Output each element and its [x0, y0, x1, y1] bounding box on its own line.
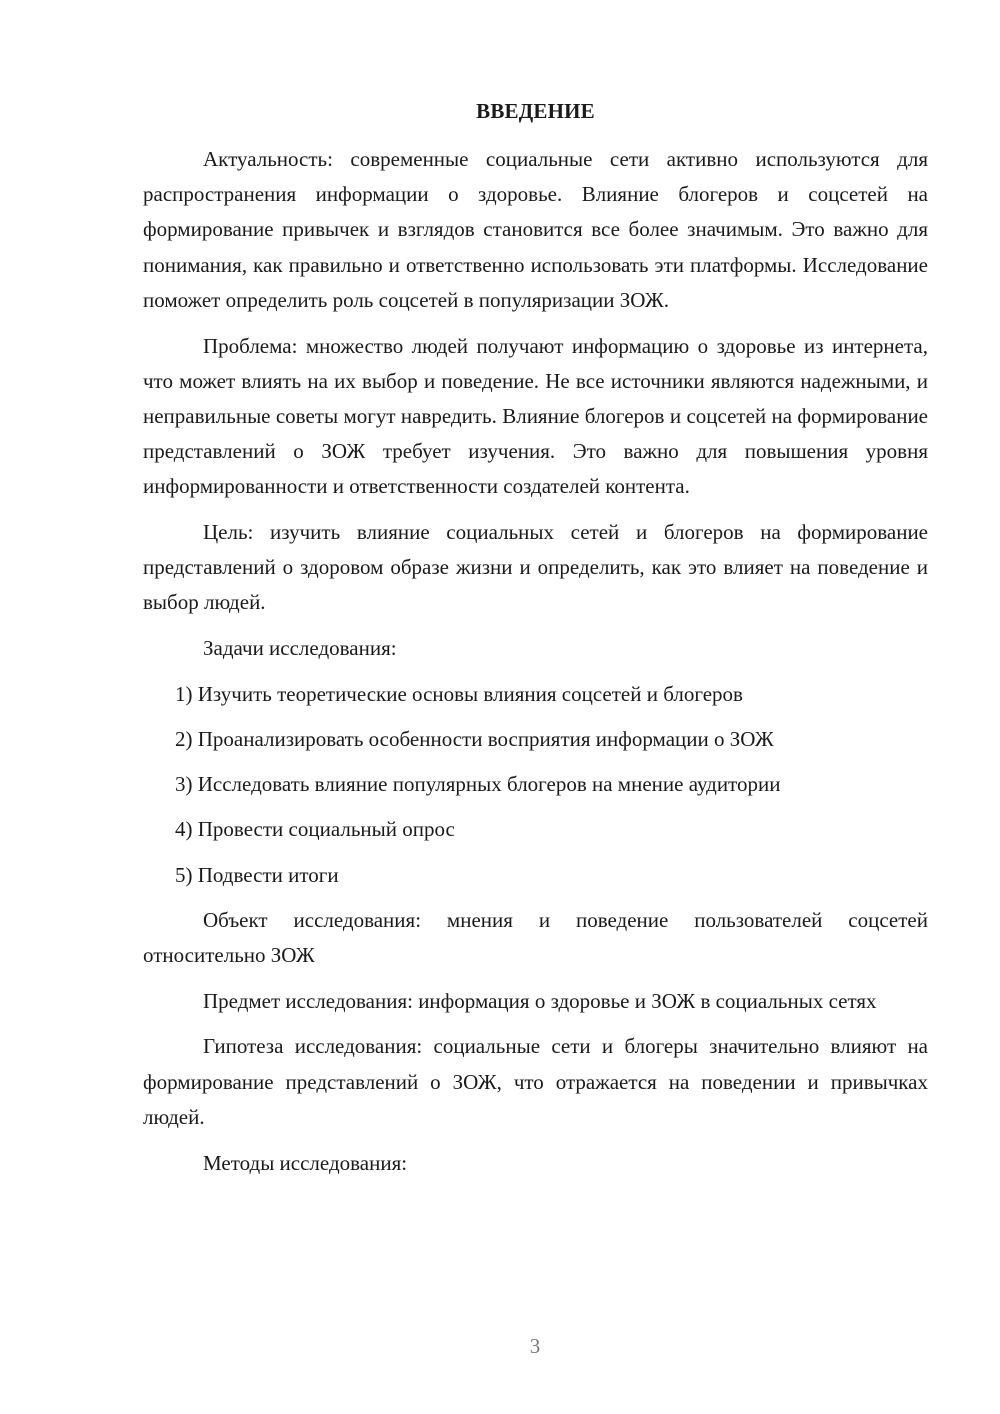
task-item: 2) Проанализировать особенности восприятия информации о ЗОЖ [175, 727, 774, 752]
methods-heading: Методы исследования: [203, 1150, 408, 1175]
paragraph-subject: Предмет исследования: информация о здоровье и ЗОЖ в социальных сетях [203, 988, 877, 1013]
task-item: 1) Изучить теоретические основы влияния соцсетей и блогеров [175, 681, 743, 706]
paragraph-object: Объект исследования: мнения и поведение пользователей соцсетей относительно ЗОЖ [143, 907, 928, 968]
paragraph-hypothesis: Гипотеза исследования: социальные сети и блогеры значительно влияют на формирование представлений о ЗОЖ, что отражается на поведении и привычках людей. [143, 1034, 928, 1129]
paragraph-goal: Цель: изучить влияние социальных сетей и блогеров на формирование представлений о здоровом образе жизни и определить, как это влияет на поведение и выбор людей. [143, 520, 928, 615]
task-item: 4) Провести социальный опрос [175, 817, 455, 842]
tasks-list [143, 677, 928, 893]
page-number: 3 [529, 1334, 541, 1358]
paragraph-relevance: Актуальность: современные социальные сети активно используются для распространения информации о здоровье. Влияние блогеров и соцсетей на формирование привычек и взглядов становится все более значимым. Это важно для понимания, как правильно и ответственно использовать эти платформы. Исследование поможет определить роль соцсетей в популяризации ЗОЖ. [143, 147, 928, 312]
page-content [143, 96, 928, 1191]
paragraph-problem: Проблема: множество людей получают информацию о здоровье из интернета, что может влиять на их выбор и поведение. Не все источники являются надежными, и неправильные советы могут навредить. Влияние блогеров и соцсетей на формирование представлений о ЗОЖ требует изучения. Это важно для повышения уровня информированности и ответственности создателей контента. [143, 333, 928, 499]
tasks-heading: Задачи исследования: [203, 636, 397, 661]
task-item: 5) Подвести итоги [175, 862, 339, 887]
page-title: ВВЕДЕНИЕ [476, 99, 595, 123]
task-item: 3) Исследовать влияние популярных блогеров на мнение аудитории [175, 772, 781, 797]
